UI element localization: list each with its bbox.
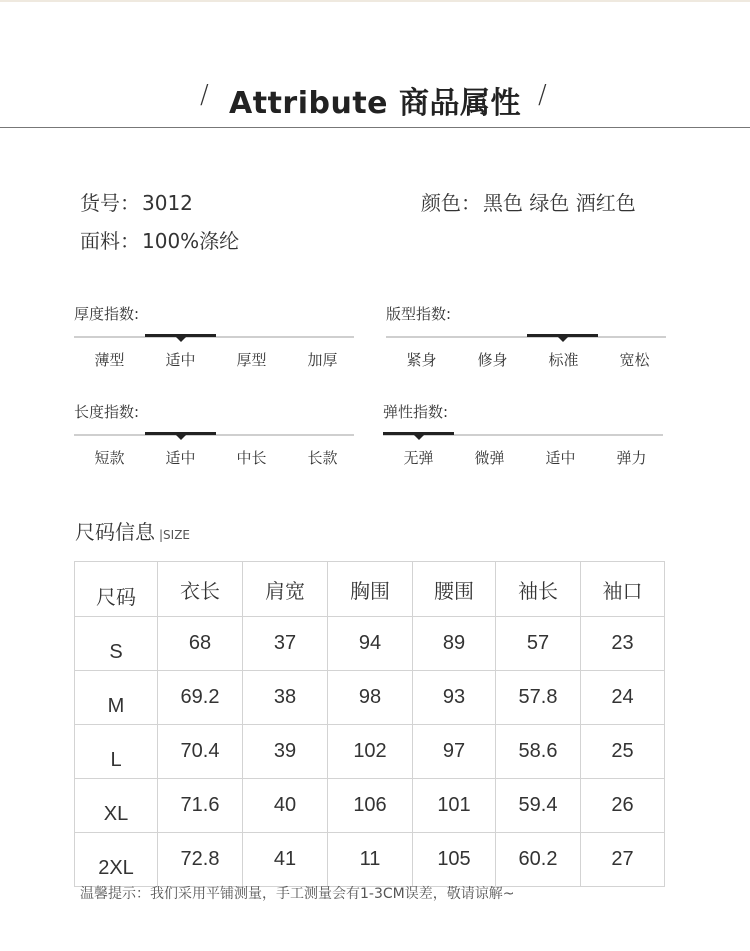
header-slash-right: / (538, 80, 547, 110)
fit-index-label: 版型指数: (386, 305, 452, 323)
table-cell: 71.6 (158, 779, 243, 833)
table-cell: 24 (581, 671, 665, 725)
table-cell: 70.4 (158, 725, 243, 779)
size-title: 尺码信息 (75, 520, 155, 544)
top-divider (0, 0, 750, 2)
elasticity-index-label: 弹性指数: (383, 403, 449, 421)
table-cell: 41 (243, 833, 328, 887)
table-cell-size: M (75, 671, 158, 725)
attr-fabric-value: 100%涤纶 (142, 229, 240, 253)
table-cell: 57 (496, 617, 581, 671)
length-option: 适中 (165, 449, 196, 467)
thickness-option: 加厚 (307, 351, 338, 369)
thickness-index-marker (145, 334, 216, 337)
size-subtitle: |SIZE (159, 528, 191, 542)
table-cell: 89 (413, 617, 496, 671)
fit-option: 标准 (548, 351, 579, 369)
table-cell: 38 (243, 671, 328, 725)
table-cell: 72.8 (158, 833, 243, 887)
table-header-cell: 肩宽 (243, 562, 328, 617)
table-cell: 59.4 (496, 779, 581, 833)
table-header-cell: 衣长 (158, 562, 243, 617)
fit-index-marker (527, 334, 598, 337)
table-row (75, 725, 665, 779)
attr-item-no-label: 货号： (80, 191, 140, 215)
attr-item-no (80, 187, 193, 216)
length-option: 中长 (236, 449, 267, 467)
table-cell: 27 (581, 833, 665, 887)
table-cell: 97 (413, 725, 496, 779)
length-index (74, 401, 354, 471)
header-divider (0, 127, 750, 128)
page-title: Attribute 商品属性 (229, 86, 521, 121)
table-header-cell: 袖口 (581, 562, 665, 617)
table-cell: 60.2 (496, 833, 581, 887)
table-cell: 11 (328, 833, 413, 887)
attr-fabric-label: 面料： (80, 229, 140, 253)
fit-option: 宽松 (619, 351, 650, 369)
thickness-option: 薄型 (94, 351, 125, 369)
table-cell-size: 2XL (75, 833, 158, 887)
table-row (75, 833, 665, 887)
table-cell: 23 (581, 617, 665, 671)
elasticity-option: 弹力 (616, 449, 647, 467)
table-cell: 105 (413, 833, 496, 887)
elasticity-index-marker (383, 432, 454, 435)
table-cell: 94 (328, 617, 413, 671)
table-row (75, 617, 665, 671)
elasticity-option: 微弹 (474, 449, 505, 467)
section-header (0, 78, 750, 121)
thickness-index-label: 厚度指数: (74, 305, 140, 323)
table-header-cell: 尺码 (75, 562, 158, 617)
table-cell: 102 (328, 725, 413, 779)
length-option: 长款 (307, 449, 338, 467)
table-cell-size: L (75, 725, 158, 779)
table-cell-size: XL (75, 779, 158, 833)
thickness-index (74, 303, 354, 373)
table-cell: 37 (243, 617, 328, 671)
attr-color-label: 颜色： (421, 191, 481, 215)
table-cell: 39 (243, 725, 328, 779)
table-cell: 98 (328, 671, 413, 725)
table-cell: 25 (581, 725, 665, 779)
length-index-label: 长度指数: (74, 403, 140, 421)
length-index-marker (145, 432, 216, 435)
table-cell: 106 (328, 779, 413, 833)
measurement-note: 温馨提示：我们采用平铺测量，手工测量会有1-3CM误差，敬请谅解~ (80, 886, 515, 902)
elasticity-option: 无弹 (403, 449, 434, 467)
attr-color-value: 黑色 绿色 酒红色 (483, 191, 636, 215)
table-cell: 40 (243, 779, 328, 833)
table-cell: 58.6 (496, 725, 581, 779)
table-header-cell: 腰围 (413, 562, 496, 617)
table-cell: 68 (158, 617, 243, 671)
header-slash-left: / (200, 80, 209, 110)
fit-index (386, 303, 666, 373)
table-row (75, 671, 665, 725)
table-header-cell: 胸围 (328, 562, 413, 617)
attr-fabric (80, 225, 239, 254)
attr-color (421, 187, 636, 216)
table-cell: 93 (413, 671, 496, 725)
size-section-title (75, 516, 190, 545)
table-cell: 26 (581, 779, 665, 833)
table-cell: 101 (413, 779, 496, 833)
thickness-option: 适中 (165, 351, 196, 369)
table-cell-size: S (75, 617, 158, 671)
fit-option: 修身 (477, 351, 508, 369)
fit-index-track (386, 336, 666, 338)
table-header-row (75, 562, 665, 617)
table-cell: 69.2 (158, 671, 243, 725)
table-cell: 57.8 (496, 671, 581, 725)
elasticity-option: 适中 (545, 449, 576, 467)
table-header-cell: 袖长 (496, 562, 581, 617)
attr-item-no-value: 3012 (142, 191, 193, 215)
size-table (74, 561, 665, 887)
fit-option: 紧身 (406, 351, 437, 369)
table-row (75, 779, 665, 833)
thickness-option: 厚型 (236, 351, 267, 369)
length-option: 短款 (94, 449, 125, 467)
elasticity-index (383, 401, 663, 471)
